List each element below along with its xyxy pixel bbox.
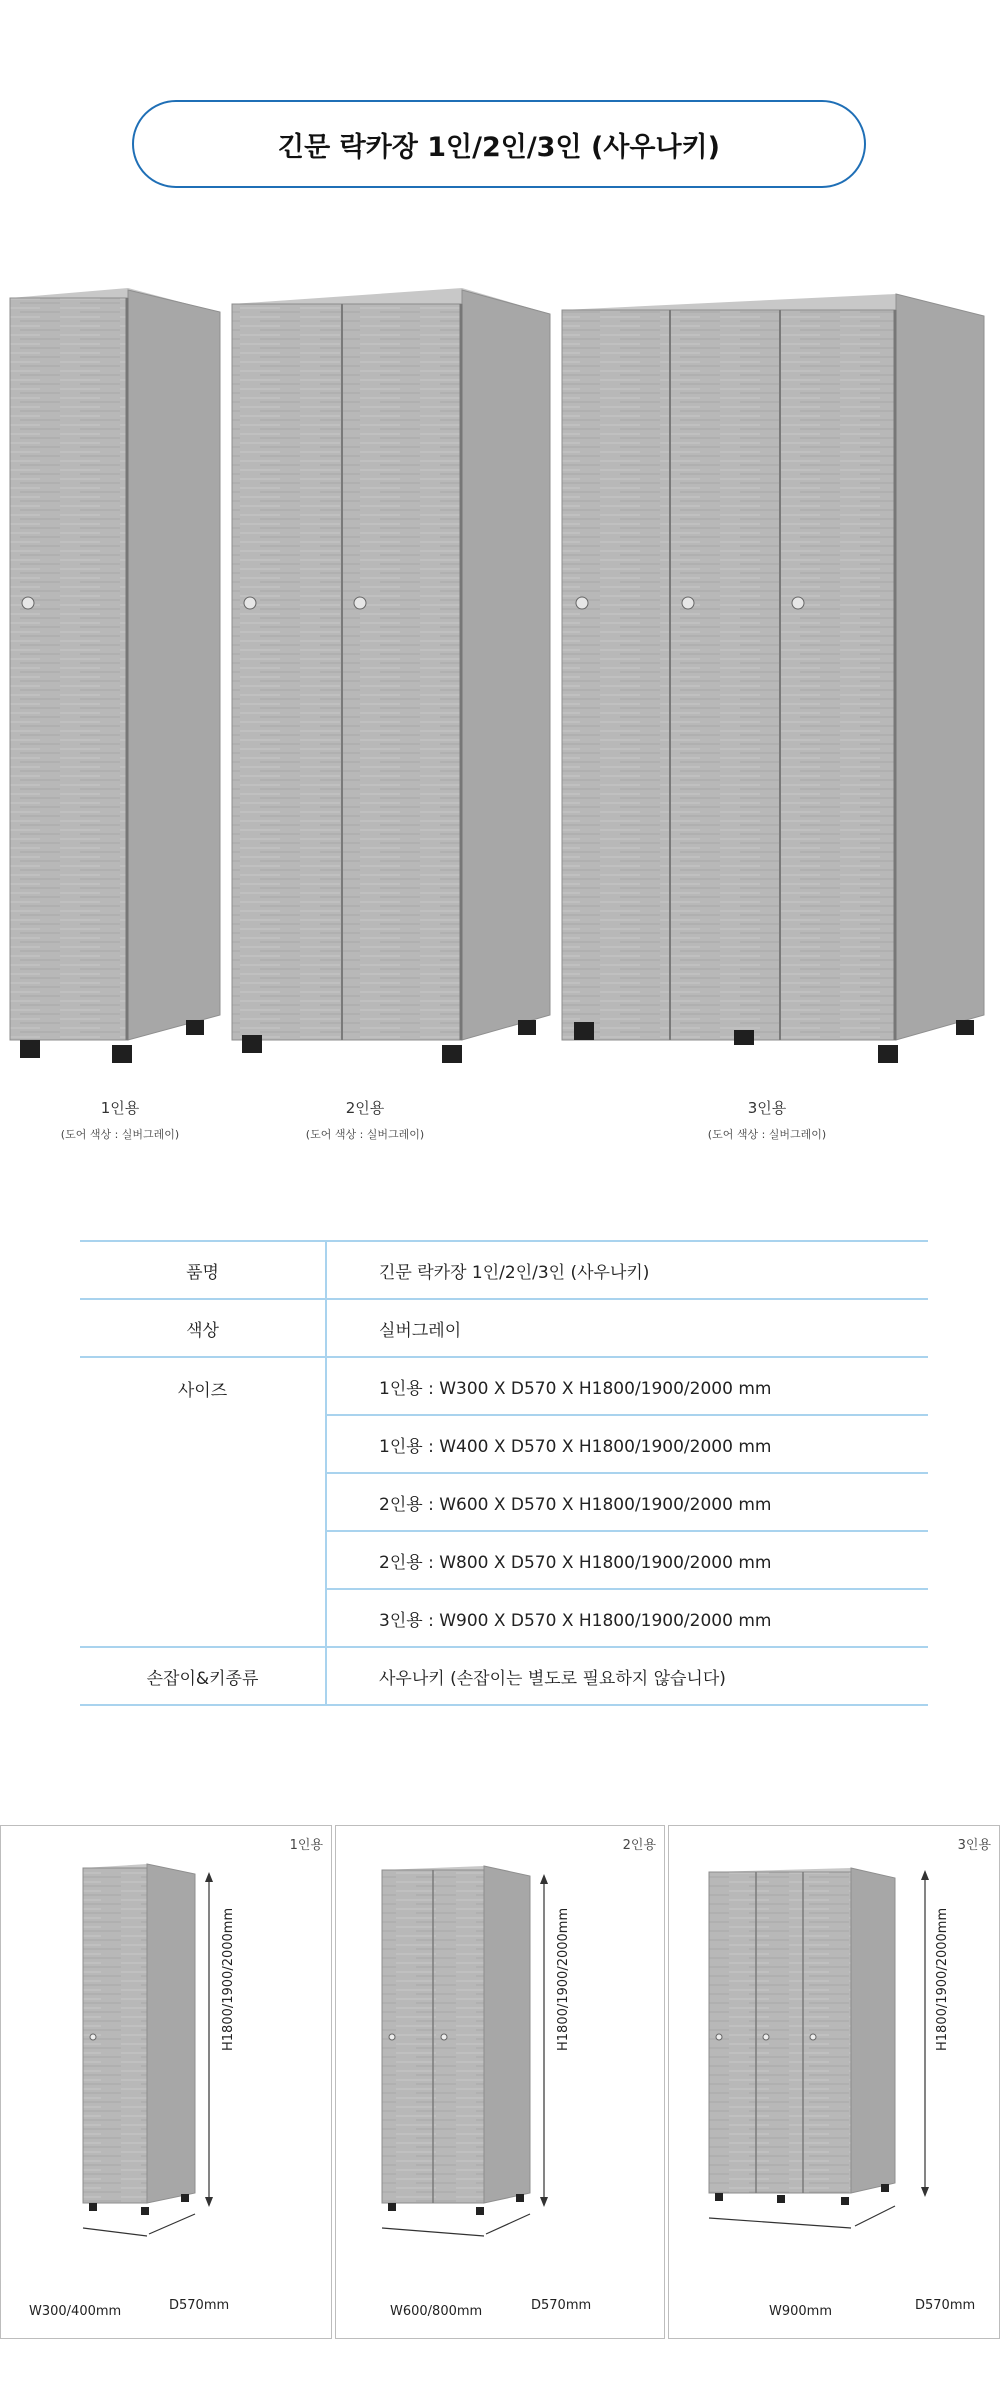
caption-color-note: (도어 색상 : 실버그레이) <box>60 1128 180 1141</box>
locker-1-person <box>10 288 220 1063</box>
dimension-tag: 3인용 <box>957 1838 991 1853</box>
spec-value: 2인용 : W800 X D570 X H1800/1900/2000 mm <box>326 1531 928 1589</box>
caption-3-person <box>657 1097 877 1142</box>
caption-1-person <box>10 1097 230 1142</box>
locker-2-person <box>232 288 550 1063</box>
locker-3-person <box>562 294 984 1063</box>
dimension-panel-3-person <box>668 1825 1000 2339</box>
page-title: 긴문 락카장 1인/2인/3인 (사우나키) <box>132 100 866 188</box>
dimension-drawing <box>669 1826 999 2338</box>
dimension-drawing <box>336 1826 664 2338</box>
spec-value: 실버그레이 <box>326 1299 928 1357</box>
height-label: H1800/1900/2000mm <box>221 1907 236 2051</box>
dimension-tag: 2인용 <box>622 1838 656 1853</box>
spec-value: 사우나키 (손잡이는 별도로 필요하지 않습니다) <box>326 1647 928 1705</box>
width-label: W900mm <box>769 2304 832 2319</box>
dimension-drawing <box>1 1826 331 2338</box>
spec-row-size <box>80 1357 928 1415</box>
dimension-tag: 1인용 <box>289 1838 323 1853</box>
caption-color-note: (도어 색상 : 실버그레이) <box>707 1128 827 1141</box>
depth-label: D570mm <box>531 2298 592 2313</box>
caption-color-note: (도어 색상 : 실버그레이) <box>305 1128 425 1141</box>
spec-label: 손잡이&키종류 <box>80 1647 326 1705</box>
dimension-panel-1-person <box>0 1825 332 2339</box>
caption-name: 3인용 <box>747 1099 787 1117</box>
height-label: H1800/1900/2000mm <box>935 1907 950 2051</box>
spec-value: 3인용 : W900 X D570 X H1800/1900/2000 mm <box>326 1589 928 1647</box>
spec-label: 품명 <box>80 1241 326 1299</box>
spec-label: 색상 <box>80 1299 326 1357</box>
height-label: H1800/1900/2000mm <box>556 1907 571 2051</box>
caption-2-person <box>255 1097 475 1142</box>
spec-value: 2인용 : W600 X D570 X H1800/1900/2000 mm <box>326 1473 928 1531</box>
caption-name: 1인용 <box>100 1099 140 1117</box>
locker-illustrations <box>0 270 1000 1080</box>
spec-value: 1인용 : W400 X D570 X H1800/1900/2000 mm <box>326 1415 928 1473</box>
depth-label: D570mm <box>169 2298 230 2313</box>
caption-name: 2인용 <box>345 1099 385 1117</box>
spec-label: 사이즈 <box>80 1357 326 1647</box>
spec-table <box>80 1240 928 1706</box>
dimension-panel-2-person <box>335 1825 665 2339</box>
spec-value: 긴문 락카장 1인/2인/3인 (사우나키) <box>326 1241 928 1299</box>
depth-label: D570mm <box>915 2298 976 2313</box>
spec-row-color <box>80 1299 928 1357</box>
width-label: W600/800mm <box>390 2304 483 2319</box>
spec-row-handle <box>80 1647 928 1705</box>
spec-value: 1인용 : W300 X D570 X H1800/1900/2000 mm <box>326 1357 928 1415</box>
spec-row-name <box>80 1241 928 1299</box>
width-label: W300/400mm <box>29 2304 122 2319</box>
